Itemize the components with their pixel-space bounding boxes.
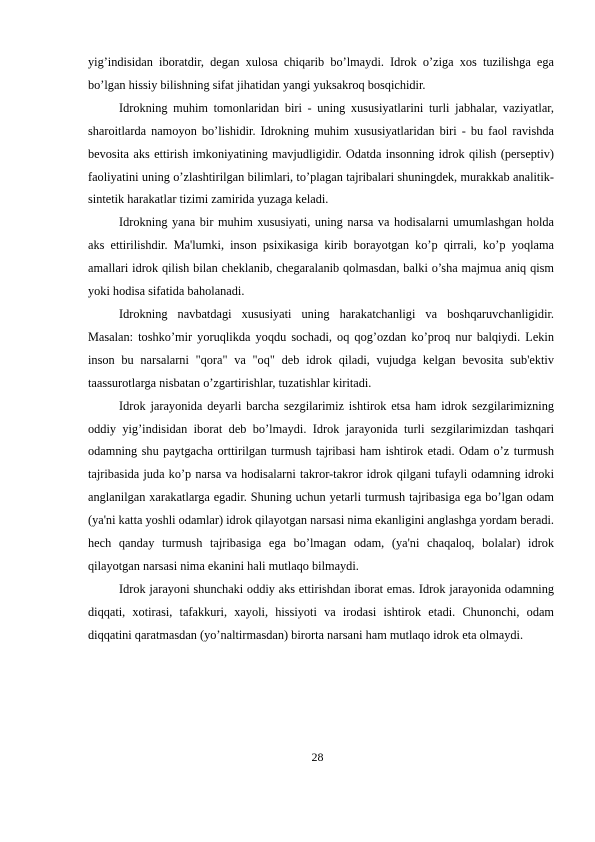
document-page: [88, 51, 554, 647]
paragraph: Idrokning yana bir muhim xususiyati, uning narsa va hodisalarni umumlashgan holda aks ettirilishdir. Ma'lumki, inson psixikasiga kirib borayotgan ko’p qirrali, ko’p yoqlama amallari idrok qilish bilan cheklanib, chegaralanib qolmasdan, balki o’sha majmua aniq qism yoki hodisa sifatida baholanadi.: [88, 215, 554, 299]
page-number: 28: [311, 750, 324, 764]
paragraph: Idrokning navbatdagi xususiyati uning harakatchanligi va boshqaruvchanligidir. Masalan: toshko’mir yoruqlikda yoqdu sochadi, oq qog’ozdan ko’proq nur balqiydi. Lekin inson bu narsalarni "qora" va "oq" deb idrok qiladi, vujudga kelgan bevosita sub'ektiv taassurotlarga nisbatan o’zgartirishlar, tuzatishlar kiritadi.: [88, 306, 554, 390]
paragraph: Idrok jarayonida deyarli barcha sezgilarimiz ishtirok etsa ham idrok sezgilarimizning oddiy yig’indisidan iborat deb bo’lmaydi. Idrok jarayonida turli sezgilarimizdan tashqari odamning shu paytgacha orttirilgan turmush tajribasi ham ishtirok etadi. Odam o’z turmush tajribasida juda ko’p narsa va hodisalarni takror-takror idrok qilgani tufayli odamning idroki anglanilgan xarakatlarga egadir. Shuning uchun yetarli turmush tajribasiga ega bo’lgan odam (ya'ni katta yoshli odamlar) idrok qilayotgan narsasi nima ekanligini anglashga yordam beradi. hech qanday turmush tajribasiga ega bo’lmagan odam, (ya'ni chaqaloq, bolalar) idrok qilayotgan narsasi nima ekanini hali mutlaqo bilmaydi.: [88, 398, 554, 573]
paragraph: Idrokning muhim tomonlaridan biri - uning xususiyatlarini turli jabhalar, vaziyatlar, sharoitlarda namoyon bo’lishidir. Idrokning muhim xususiyatlaridan biri - bu faol ravishda bevosita aks ettirish imkoniyatining mavjudligidir. Odatda insonning idrok qilish (perseptiv) faoliyatini uning o’zlashtirilgan bilimlari, to’plagan tajribalari shuningdek, murakkab analitik-sintetik harakatlar tizimi zamirida yuzaga keladi.: [88, 100, 554, 207]
paragraph: yig’indisidan iboratdir, degan xulosa chiqarib bo’lmaydi. Idrok o’ziga xos tuzilishga ega bo’lgan hissiy bilishning sifat jihatidan yangi yuksakroq bosqichidir.: [88, 55, 554, 92]
paragraph: Idrok jarayoni shunchaki oddiy aks ettirishdan iborat emas. Idrok jarayonida odamning diqqati, xotirasi, tafakkuri, xayoli, hissiyoti va irodasi ishtirok etadi. Chunonchi, odam diqqatini qaratmasdan (yo’naltirmasdan) birorta narsani ham mutlaqo idrok eta olmaydi.: [88, 581, 554, 642]
